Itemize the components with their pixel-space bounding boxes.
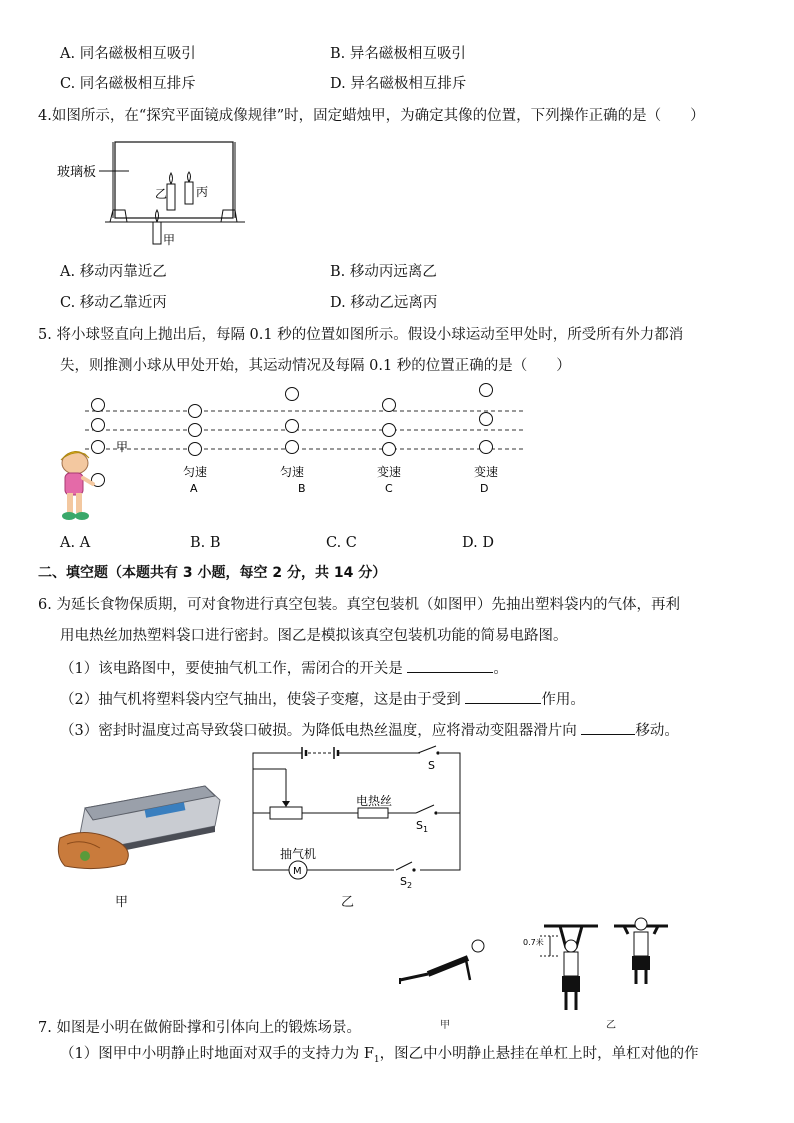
q6-figure-jia-label: 甲 [115,895,129,910]
vacuum-sealer-image [55,768,225,873]
q4-option-c: C. 移动乙靠近丙 [60,295,167,311]
letter-label-c: C [385,482,393,495]
q5-option-d: D. D [462,535,494,551]
q7-figure-yi-label: 乙 [606,1020,616,1031]
ball [92,419,105,432]
switch-s2-label: $S_2$ [400,875,413,890]
answer-blank[interactable] [581,720,635,735]
q6-stem-line2: 用电热丝加热塑料袋口进行密封。图乙是模拟该真空包装机功能的简易电路图。 [60,628,568,644]
section-title: 二、填空题（本题共有 3 小题，每空 2 分，共 14 分） [38,565,387,581]
slider-arrow-icon [282,801,290,807]
rheostat-icon [270,807,302,819]
ball [189,443,202,456]
ball [92,441,105,454]
ball [480,413,493,426]
answer-blank[interactable] [465,689,541,704]
circuit-diagram [250,745,470,890]
ball [92,399,105,412]
q5-option-c: C. C [326,535,357,551]
pullup-person-right [624,918,658,984]
motion-label-a: 匀速 [183,465,208,479]
ball [286,420,299,433]
q7-figure-jia-label: 甲 [440,1020,450,1031]
q3-option-c: C. 同名磁极相互排斥 [60,76,196,92]
q3-option-b: B. 异名磁极相互吸引 [330,46,466,62]
candle-bing-label: 丙 [196,185,209,199]
ball-motion-figure [55,380,535,530]
candle-yi-label: 乙 [155,187,168,201]
switch-s-label: S [428,759,435,772]
glass-label: 玻璃板 [57,165,97,180]
q7-stem: 7. 如图是小明在做俯卧撑和引体向上的锻炼场景。 [38,1020,361,1036]
height-label: 0.7米 [523,938,544,947]
jia-label: 甲 [116,440,129,454]
q5-stem-line2: 失，则推测小球从甲处开始，其运动情况及每隔 0.1 秒的位置正确的是（ ） [60,358,571,374]
candle-jia-label: 甲 [163,233,176,247]
pullup-person-left [560,926,582,1010]
ball [286,388,299,401]
q6-stem-line1: 6. 为延长食物保质期，可对食物进行真空包装。真空包装机（如图甲）先抽出塑料袋内的气体，再利 [38,597,680,613]
q6-part1: （1）该电路图中，要使抽气机工作，需闭合的开关是 。 [60,658,508,679]
ball [189,405,202,418]
heater-icon [358,808,388,818]
q3-option-d: D. 异名磁极相互排斥 [330,76,467,92]
candle-jia [153,222,161,244]
q4-option-a: A. 移动丙靠近乙 [60,264,167,280]
switch-s1-label: $S_1$ [416,819,429,834]
q5-option-b: B. B [190,535,221,551]
pullup-figure [520,916,720,1016]
q7-part1: （1）图甲中小明静止时地面对双手的支持力为 $F_1$，图乙中小明静止悬挂在单杠上时，单杠对他的作 [60,1046,699,1065]
child-figure-icon [61,451,93,520]
ball [189,424,202,437]
ball [480,441,493,454]
letter-label-d: D [480,482,489,495]
q3-option-a: A. 同名磁极相互吸引 [60,46,196,62]
q6-part3: （3）密封时温度过高导致袋口破损。为降低电热丝温度，应将滑动变阻器滑片向 移动。 [60,720,679,741]
motion-label-c: 变速 [377,465,402,479]
letter-label-a: A [190,482,198,495]
heater-label: 电热丝 [356,794,393,808]
candle-yi [167,184,175,210]
q6-part2: （2）抽气机将塑料袋内空气抽出，使袋子变瘪，这是由于受到 作用。 [60,689,585,710]
q5-option-a: A. A [60,535,91,551]
ball [480,384,493,397]
ball [383,443,396,456]
q5-stem-line1: 5. 将小球竖直向上抛出后，每隔 0.1 秒的位置如图所示。假设小球运动至甲处时，所受所有外力都消 [38,327,684,343]
q4-option-d: D. 移动乙远离丙 [330,295,438,311]
motion-label-b: 匀速 [280,465,305,479]
ball [286,441,299,454]
letter-label-b: B [298,482,306,495]
ball [383,424,396,437]
q6-figure-yi-label: 乙 [341,895,355,910]
answer-blank[interactable] [407,658,493,673]
motion-label-d: 变速 [474,465,499,479]
ball [383,399,396,412]
mirror-experiment-figure [55,138,255,253]
motor-label: M [293,866,302,877]
pushup-figure [398,930,493,985]
pump-label: 抽气机 [280,847,317,861]
q4-stem: 4.如图所示，在“探究平面镜成像规律”时，固定蜡烛甲，为确定其像的位置，下列操作正确的是（ ） [38,108,705,124]
candle-bing [185,182,193,204]
q4-option-b: B. 移动丙远离乙 [330,264,437,280]
